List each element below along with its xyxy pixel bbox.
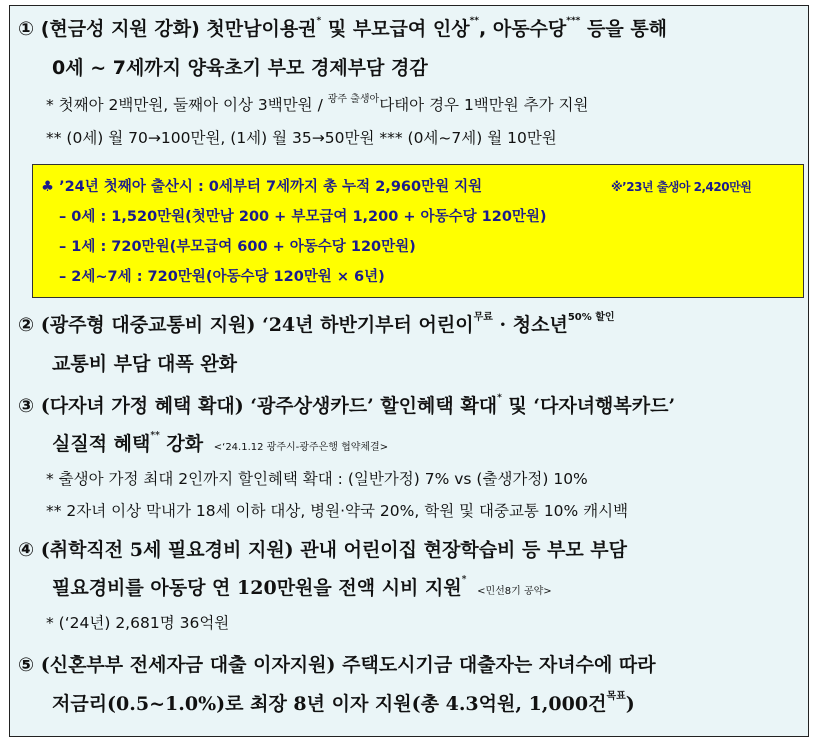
item-1-number: ① <box>18 18 35 40</box>
item-5-line-2-pre: 저금리(0.5~1.0%)로 최장 8년 이자 지원(총 4.3억원, 1,000건 <box>52 693 607 715</box>
item-1-note-2: ** (0세) 월 70→100만원, (1세) 월 35→50만원 *** (0세~7세) 월 10만원 <box>46 129 557 147</box>
highlight-row-2: – 2세~7세 : 720만원(아동수당 120만원 × 6년) <box>59 269 385 285</box>
item-1-note-1-sup: 광주 출생아 <box>327 94 380 105</box>
item-4-line-2 <box>52 575 552 599</box>
item-3-note-2: ** 2자녀 이상 막내가 18세 이하 대상, 병원·약국 20%, 학원 및 대중교통 10% 캐시백 <box>46 502 629 520</box>
item-3-title-post: 및 ‘다자녀행복카드’ <box>501 395 676 417</box>
highlight-side-note: ※’23년 출생아 2,420만원 <box>611 180 752 194</box>
item-3-agreement-note: <‘24.1.12 광주시-광주은행 협약체결> <box>213 442 389 453</box>
item-5-title <box>18 656 656 675</box>
item-3-note-1: * 출생아 가정 최대 2인까지 할인혜택 확대 : (일반가정) 7% vs (출생가정) 10% <box>46 470 588 488</box>
item-5-sup-1: 목표 <box>606 691 626 702</box>
item-1-note-1 <box>46 94 589 114</box>
highlight-main-text: ’24년 첫째아 출산시 : 0세부터 7세까지 총 누적 2,960만원 지원 <box>59 179 483 195</box>
item-3-number: ③ <box>18 395 35 417</box>
item-4-line-2-pre: 필요경비를 아동당 연 120만원을 전액 시비 지원 <box>52 577 462 599</box>
item-5-line-2 <box>52 691 635 715</box>
item-1-sup-3: *** <box>566 16 581 26</box>
item-5-number: ⑤ <box>18 654 35 676</box>
item-3-line-2-pre: 실질적 혜택 <box>52 433 151 455</box>
item-1-sup-2: ** <box>469 16 480 26</box>
item-1-sup-1: * <box>316 16 322 26</box>
item-5-line-2-post: ) <box>625 693 635 715</box>
item-3-line-2 <box>52 431 389 455</box>
item-3-title-text: (다자녀 가정 혜택 확대) ‘광주상생카드’ 할인혜택 확대 <box>40 395 498 417</box>
item-1-note-1-post: 다태아 경우 1백만원 추가 지원 <box>379 96 589 114</box>
item-2-title-text: (광주형 대중교통비 지원) ‘24년 하반기부터 어린이 <box>40 314 474 336</box>
item-5-title-text: (신혼부부 전세자금 대출 이자지원) 주택도시기금 대출자는 자녀수에 따라 <box>40 654 656 676</box>
item-2-title-mid: · 청소년 <box>492 314 568 336</box>
item-3-title <box>18 393 676 417</box>
item-4-note-1: * (‘24년) 2,681명 36억원 <box>46 614 230 632</box>
item-4-sup-1: * <box>461 575 467 585</box>
item-2-line-2: 교통비 부담 대폭 완화 <box>52 353 238 375</box>
item-2-sup-1: 무료 <box>473 312 493 323</box>
item-4-pledge-note: <민선8기 공약> <box>477 586 552 597</box>
item-1-title-post: 등을 통해 <box>580 18 668 40</box>
highlight-box <box>32 164 804 298</box>
item-4-title <box>18 541 627 560</box>
item-3-sup-2: ** <box>150 431 160 441</box>
item-1-line-2: 0세 ~ 7세까지 양육초기 부모 경제부담 경감 <box>52 57 428 79</box>
item-1-title-text: (현금성 지원 강화) 첫만남이용권 <box>40 18 317 40</box>
item-2-sup-2: 50% 할인 <box>567 312 615 323</box>
item-4-title-text: (취학직전 5세 필요경비 지원) 관내 어린이집 현장학습비 등 부모 부담 <box>40 539 628 561</box>
item-3-sup-1: * <box>497 393 502 403</box>
item-1-title-mid-1: 및 부모급여 인상 <box>321 18 470 40</box>
item-1-title <box>18 16 668 40</box>
highlight-row-0: – 0세 : 1,520만원(첫만남 200 + 부모급여 1,200 + 아동수당 120만원) <box>59 209 547 225</box>
item-1-title-mid-2: , 아동수당 <box>479 18 567 40</box>
highlight-main <box>41 179 752 195</box>
item-4-number: ④ <box>18 539 35 561</box>
item-2-number: ② <box>18 314 35 336</box>
item-1-note-1-pre: * 첫째아 2백만원, 둘째아 이상 3백만원 / <box>46 96 328 114</box>
item-2-title <box>18 312 615 336</box>
item-3-line-2-post: 강화 <box>159 433 204 455</box>
highlight-row-1: – 1세 : 720만원(부모급여 600 + 아동수당 120만원) <box>59 239 416 255</box>
club-icon: ♣ <box>41 179 54 195</box>
